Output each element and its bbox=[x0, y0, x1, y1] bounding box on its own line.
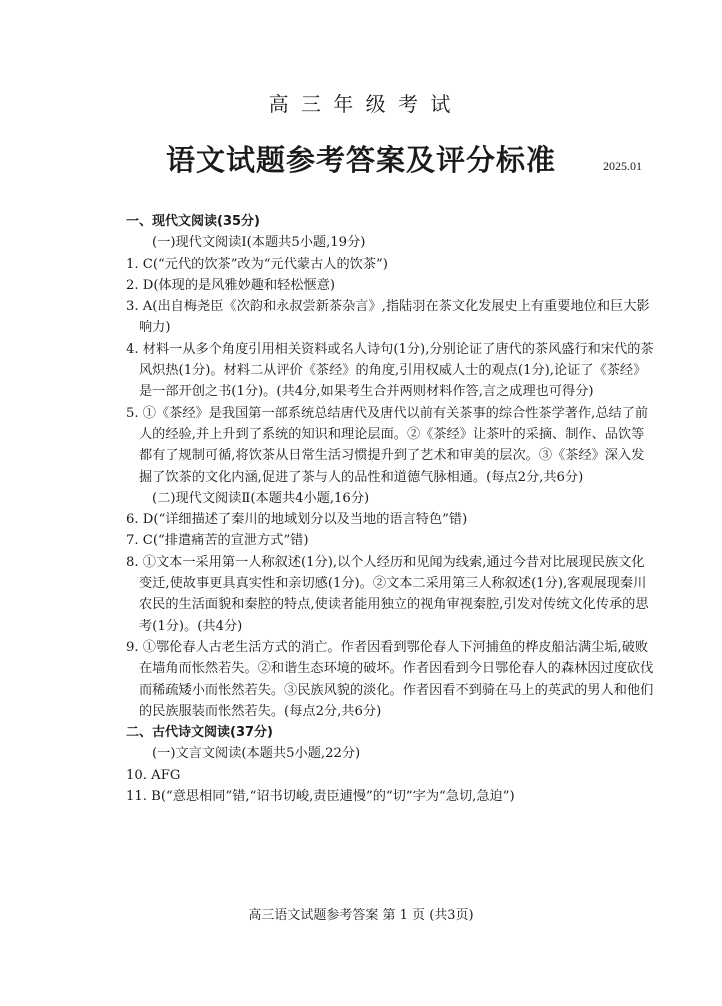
page-footer: 高三语文试题参考答案 第 1 页 (共3页) bbox=[248, 908, 474, 923]
subsection-heading: (一)文言文阅读(本题共5小题,22分) bbox=[152, 746, 361, 762]
answer-item: 9. ①鄂伦春人古老生活方式的消亡。作者因看到鄂伦春人下河捕鱼的桦皮船沾满尘垢,破败在墙角而怅然若失。②和谐生态环境的破坏。作者因看到今日鄂伦春人的森林因过度砍伐而稀疏矮小而怅然若失。③民族风貌的淡化。作者因看不到骑在马上的英武的男人和他们的民族服装而怅然若失。(每点2分,共6分) bbox=[126, 639, 654, 719]
answer-item: 5. ①《茶经》是我国第一部系统总结唐代及唐代以前有关茶事的综合性茶学著作,总结了前人的经验,并上升到了系统的知识和理论层面。②《茶经》让茶叶的采摘、制作、品饮等都有了规制可循,将饮茶从日常生活习惯提升到了艺术和审美的层次。③《茶经》深入发掘了饮茶的文化内涵,促进了茶与人的品性和道德气脉相通。(每点2分,共6分) bbox=[126, 405, 649, 485]
answer-item: 11. B(“意思相同”错,“诏书切峻,责臣逋慢”的“切”字为“急切,急迫”) bbox=[126, 789, 515, 805]
document-title: 语文试题参考答案及评分标准 bbox=[165, 143, 556, 177]
subsection-heading: (一)现代文阅读Ⅰ(本题共5小题,19分) bbox=[152, 235, 366, 251]
answer-item: 8. ①文本一采用第一人称叙述(1分),以个人经历和见闻为线索,通过今昔对比展现民族文化变迁,使故事更具真实性和亲切感(1分)。②文本二采用第三人称叙述(1分),客观展现秦川农民的生活面貌和秦腔的特点,使读者能用独立的视角审视秦腔,引发对传统文化传承的思考(1分)。(共4分) bbox=[126, 554, 649, 634]
answer-item: 7. C(“排遣痛苦的宣泄方式”错) bbox=[126, 533, 309, 549]
answer-item: 4. 材料一从多个角度引用相关资料或名人诗句(1分),分别论证了唐代的茶风盛行和宋代的茶风炽热(1分)。材料二从评价《茶经》的角度,引用权威人士的观点(1分),论证了《茶经》是一部开创之书(1分)。(共4分,如果考生合并两则材料作答,言之成理也可得分) bbox=[126, 341, 654, 400]
section-heading: 一、现代文阅读(35分) bbox=[126, 214, 260, 229]
exam-grade-title: 高 三 年 级 考 试 bbox=[268, 92, 454, 116]
subsection-heading: (二)现代文阅读Ⅱ(本题共4小题,16分) bbox=[152, 490, 370, 506]
answer-content bbox=[126, 211, 656, 807]
answer-item: 3. A(出自梅尧臣《次韵和永叔尝新茶杂言》,指陆羽在茶文化发展史上有重要地位和巨大影响力) bbox=[126, 299, 650, 336]
answer-item: 6. D(“详细描述了秦川的地域划分以及当地的语言特色”错) bbox=[126, 512, 468, 528]
answer-item: 10. AFG bbox=[126, 767, 181, 783]
section-heading: 二、古代诗文阅读(37分) bbox=[126, 725, 273, 741]
document-date: 2025.01 bbox=[603, 159, 642, 173]
answer-item: 1. C(“元代的饮茶”改为“元代蒙古人的饮茶”) bbox=[126, 256, 388, 272]
answer-item: 2. D(体现的是风雅妙趣和轻松惬意) bbox=[126, 277, 336, 293]
